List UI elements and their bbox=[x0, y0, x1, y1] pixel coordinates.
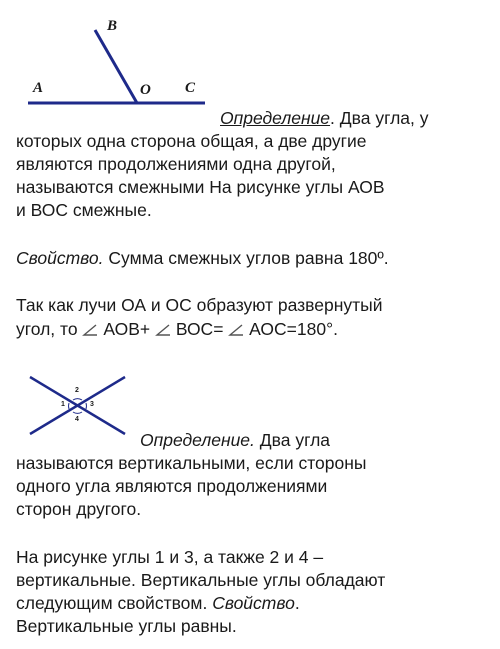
angle-sign-icon bbox=[82, 324, 98, 336]
definition-vertical-line1: Определение. Два угла bbox=[140, 430, 331, 450]
vertical-angles-figure bbox=[25, 372, 130, 442]
point-label-a: A bbox=[33, 80, 44, 96]
definition-adjacent-line5: и ВОС смежные. bbox=[16, 200, 152, 220]
explanation-line2: угол, то АОВ+ ВОС= АОС=180°. bbox=[16, 319, 338, 339]
adjacent-angles-figure bbox=[0, 0, 220, 115]
angle-number-4: 4 bbox=[75, 416, 79, 423]
point-label-o: O bbox=[140, 82, 151, 98]
definition-vertical-line2: называются вертикальными, если стороны bbox=[16, 453, 367, 473]
definition-adjacent-line1: Определение. Два угла, у bbox=[220, 108, 429, 128]
definition-term: Определение bbox=[220, 108, 331, 128]
vertical-example-line3: следующим свойством. Свойство. bbox=[16, 593, 300, 613]
angle-number-1: 1 bbox=[61, 401, 65, 408]
definition-vertical-line4: сторон другого. bbox=[16, 499, 142, 519]
vertical-example-line2: вертикальные. Вертикальные углы обладают bbox=[16, 570, 386, 590]
angle-number-3: 3 bbox=[90, 401, 94, 408]
angle-sign-icon bbox=[228, 324, 244, 336]
property-term: Свойство bbox=[212, 593, 295, 613]
definition-adjacent-line3: являются продолжениями одна другой, bbox=[16, 154, 336, 174]
definition-term: Определение. bbox=[140, 430, 255, 450]
vertical-angles-diagram bbox=[25, 372, 130, 442]
vertical-example-line1: На рисунке углы 1 и 3, а также 2 и 4 – bbox=[16, 547, 324, 567]
property-adjacent: Свойство. Сумма смежных углов равна 180º. bbox=[16, 248, 389, 268]
angle-number-2: 2 bbox=[75, 387, 79, 394]
property-term: Свойство. bbox=[16, 248, 104, 268]
ray-ob bbox=[95, 30, 137, 103]
point-label-c: C bbox=[185, 80, 196, 96]
point-label-b: B bbox=[107, 18, 118, 34]
explanation-line1: Так как лучи ОА и ОС образуют развернутый bbox=[16, 295, 383, 315]
angle-sign-icon bbox=[155, 324, 171, 336]
definition-adjacent-line4: называются смежными На рисунке углы АОВ bbox=[16, 177, 385, 197]
definition-vertical-line3: одного угла являются продолжениями bbox=[16, 476, 328, 496]
definition-adjacent-line2: которых одна сторона общая, а две другие bbox=[16, 131, 367, 151]
vertical-property-line4: Вертикальные углы равны. bbox=[16, 616, 237, 636]
